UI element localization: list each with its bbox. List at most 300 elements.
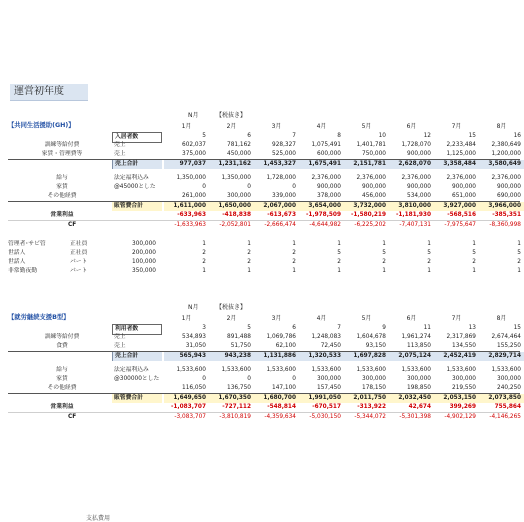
value-cell[interactable]: 1 <box>337 241 341 247</box>
section-header <box>8 300 520 324</box>
month-label: 2月 <box>226 315 237 322</box>
row-values <box>164 324 524 333</box>
value-cell[interactable]: 72,450 <box>320 343 341 349</box>
value-cell[interactable]: 1,697,828 <box>353 353 386 359</box>
value-cell[interactable]: 900,000 <box>452 184 476 190</box>
month-label: 1月 <box>181 123 192 130</box>
value-cell[interactable]: 2,829,714 <box>488 353 521 359</box>
value-cell[interactable]: 134,550 <box>452 343 476 349</box>
value-cell[interactable]: -5,301,398 <box>399 414 431 420</box>
table-row <box>8 375 520 384</box>
row-values <box>164 352 524 361</box>
value-cell[interactable]: 1 <box>292 268 296 274</box>
value-cell[interactable]: 2,053,150 <box>443 395 476 401</box>
row-values <box>164 192 524 201</box>
row-values <box>164 160 524 169</box>
month-label: 4月 <box>316 315 327 322</box>
row-sub-label: 売上 <box>114 343 126 349</box>
value-cell[interactable]: 3,732,000 <box>353 203 386 209</box>
table-row <box>8 183 520 192</box>
value-cell[interactable]: -3,083,707 <box>174 414 206 420</box>
value-cell[interactable]: 7 <box>337 325 341 331</box>
value-cell[interactable]: 1,533,600 <box>356 367 386 373</box>
value-cell[interactable]: 1 <box>247 241 251 247</box>
value-cell[interactable]: 339,000 <box>272 193 296 199</box>
value-cell[interactable]: 2,075,124 <box>398 353 431 359</box>
value-cell[interactable]: 375,000 <box>182 151 206 157</box>
value-cell[interactable]: -1,978,509 <box>305 212 341 218</box>
row-label: 訓練等給付費 <box>44 334 80 340</box>
month-label: 8月 <box>496 123 507 130</box>
value-cell[interactable]: 1,533,600 <box>311 367 341 373</box>
value-cell[interactable]: 1,533,600 <box>266 367 296 373</box>
value-cell[interactable]: 1 <box>472 241 476 247</box>
value-cell[interactable]: -727,112 <box>222 404 251 410</box>
row-values <box>164 202 524 211</box>
value-cell[interactable]: -3,810,819 <box>219 414 251 420</box>
staff-role: 正社員 <box>70 250 88 256</box>
row-label: 家賃 <box>56 376 68 382</box>
b-type-section <box>8 300 520 422</box>
value-cell[interactable]: -1,083,707 <box>170 404 206 410</box>
value-cell[interactable]: 0 <box>292 376 296 382</box>
value-cell[interactable]: 10 <box>378 133 386 139</box>
value-cell[interactable]: 2 <box>292 250 296 256</box>
value-cell[interactable]: -4,644,982 <box>309 222 341 228</box>
value-cell[interactable]: 2,067,000 <box>263 203 296 209</box>
value-cell[interactable]: -313,922 <box>357 404 386 410</box>
row-sub-label: 法定福利込み <box>114 367 149 373</box>
value-cell[interactable]: 1 <box>382 268 386 274</box>
table-row <box>8 413 520 422</box>
value-cell[interactable]: 3,810,000 <box>398 203 431 209</box>
value-cell[interactable]: 2 <box>202 259 206 265</box>
month-label: 3月 <box>271 315 282 322</box>
value-cell[interactable]: 147,100 <box>272 385 296 391</box>
value-cell[interactable]: -7,407,131 <box>399 222 431 228</box>
value-cell[interactable]: 5 <box>382 250 386 256</box>
value-cell[interactable]: 13 <box>468 325 476 331</box>
value-cell[interactable]: 977,037 <box>179 161 206 167</box>
value-cell[interactable]: 11 <box>423 325 431 331</box>
value-cell[interactable]: 1,069,786 <box>266 334 296 340</box>
value-cell[interactable]: 8 <box>337 133 341 139</box>
row-values <box>164 221 524 230</box>
value-cell[interactable]: -5,030,150 <box>309 414 341 420</box>
table-row <box>8 160 520 169</box>
section-header <box>8 108 520 132</box>
value-cell[interactable]: 900,000 <box>497 184 521 190</box>
month-header: N月 <box>188 304 199 311</box>
value-cell[interactable]: 602,037 <box>182 142 206 148</box>
month-label: 1月 <box>181 315 192 322</box>
value-cell[interactable]: 534,000 <box>407 193 431 199</box>
value-cell[interactable]: 2 <box>472 259 476 265</box>
row-values <box>164 413 524 422</box>
table-row <box>8 352 520 361</box>
value-cell[interactable]: -1,580,219 <box>350 212 386 218</box>
value-cell[interactable]: 0 <box>202 376 206 382</box>
row-values <box>164 150 524 159</box>
value-cell[interactable]: 113,850 <box>407 343 431 349</box>
value-cell[interactable]: 0 <box>202 184 206 190</box>
month-label: 3月 <box>271 123 282 130</box>
staff-name: 非常勤夜勤 <box>8 268 37 274</box>
row-label: 訓練等給付費 <box>44 142 80 148</box>
staff-role: パート <box>70 268 88 274</box>
value-cell[interactable]: 2 <box>202 250 206 256</box>
section-title: 【共同生活援助(GH)】 <box>8 122 75 129</box>
value-cell[interactable]: 198,850 <box>407 385 431 391</box>
value-cell[interactable]: 5 <box>202 133 206 139</box>
value-cell[interactable]: 300,000 <box>227 193 251 199</box>
table-row <box>8 132 520 141</box>
value-cell[interactable]: 5 <box>472 250 476 256</box>
value-cell[interactable]: -385,351 <box>492 212 521 218</box>
row-sub-label: @45000とした <box>114 184 156 190</box>
value-cell[interactable]: -2,052,801 <box>219 222 251 228</box>
row-values <box>164 211 524 220</box>
value-cell[interactable]: 1,075,491 <box>311 142 341 148</box>
footer-text: 支払費用 <box>86 515 111 522</box>
row-label: 給与 <box>56 367 68 373</box>
value-cell[interactable]: 943,238 <box>224 353 251 359</box>
value-cell[interactable]: 2 <box>337 259 341 265</box>
value-cell[interactable]: 300,000 <box>317 376 341 382</box>
value-cell[interactable]: 1,248,083 <box>311 334 341 340</box>
row-sub-label: @300000とした <box>114 376 160 382</box>
value-cell[interactable]: 1,453,327 <box>263 161 296 167</box>
value-cell[interactable]: 0 <box>247 184 251 190</box>
value-cell[interactable]: 3 <box>202 325 206 331</box>
value-cell[interactable]: 93,150 <box>365 343 386 349</box>
row-label: その他経費 <box>47 385 77 391</box>
value-cell[interactable]: 1 <box>517 268 521 274</box>
value-cell[interactable]: 136,750 <box>227 385 251 391</box>
table-row <box>8 221 520 230</box>
staff-salary: 350,000 <box>132 268 156 274</box>
table-row <box>8 366 520 375</box>
value-cell[interactable]: 456,000 <box>362 193 386 199</box>
month-label: 5月 <box>361 123 372 130</box>
value-cell[interactable]: -670,517 <box>312 404 341 410</box>
value-cell[interactable]: 1,649,650 <box>173 395 206 401</box>
value-cell[interactable]: 651,000 <box>452 193 476 199</box>
row-values <box>164 394 524 403</box>
staff-row <box>8 249 520 258</box>
table-row <box>8 394 520 403</box>
value-cell[interactable]: 3,358,484 <box>443 161 476 167</box>
value-cell[interactable]: 6 <box>292 325 296 331</box>
value-cell[interactable]: 1 <box>337 268 341 274</box>
row-values <box>164 384 524 393</box>
value-cell[interactable]: 1,320,533 <box>308 353 341 359</box>
value-cell[interactable]: 15 <box>513 325 521 331</box>
value-cell[interactable]: 5 <box>427 250 431 256</box>
row-sub-label: 売上 <box>114 151 126 157</box>
value-cell[interactable]: 450,000 <box>227 151 251 157</box>
value-cell[interactable]: 1,728,070 <box>401 142 431 148</box>
value-cell[interactable]: 2,032,450 <box>398 395 431 401</box>
value-cell[interactable]: 781,162 <box>227 142 251 148</box>
month-header: N月 <box>188 112 199 119</box>
value-cell[interactable]: 928,327 <box>272 142 296 148</box>
value-cell[interactable]: 2 <box>427 259 431 265</box>
staff-counts <box>164 258 524 267</box>
gh-section <box>8 108 520 276</box>
value-cell[interactable]: 1 <box>202 241 206 247</box>
value-cell[interactable]: -613,673 <box>267 212 296 218</box>
value-cell[interactable]: 534,893 <box>182 334 206 340</box>
row-values <box>164 403 524 412</box>
tax-note: 【税抜き】 <box>216 304 247 311</box>
row-values <box>164 375 524 384</box>
value-cell[interactable]: -633,963 <box>177 212 206 218</box>
month-labels <box>164 121 524 130</box>
value-cell[interactable]: 399,269 <box>449 404 476 410</box>
value-cell[interactable]: 1 <box>382 241 386 247</box>
value-cell[interactable]: 300,000 <box>407 376 431 382</box>
value-cell[interactable]: 2,233,484 <box>446 142 476 148</box>
value-cell[interactable]: 16 <box>513 133 521 139</box>
value-cell[interactable]: 7 <box>292 133 296 139</box>
value-cell[interactable]: 1,675,491 <box>308 161 341 167</box>
section-title: 【就労継続支援B型】 <box>8 314 70 321</box>
value-cell[interactable]: 2 <box>247 250 251 256</box>
row-sub-label: 利用者数 <box>112 324 162 335</box>
value-cell[interactable]: 116,050 <box>182 385 206 391</box>
row-label: 食費 <box>56 343 68 349</box>
value-cell[interactable]: 1,533,600 <box>401 367 431 373</box>
row-label: 営業利益 <box>50 404 74 410</box>
value-cell[interactable]: 1,350,000 <box>176 175 206 181</box>
value-cell[interactable]: 31,050 <box>185 343 206 349</box>
value-cell[interactable]: 900,000 <box>407 184 431 190</box>
row-values <box>164 141 524 150</box>
value-cell[interactable]: 1,961,274 <box>401 334 431 340</box>
staff-name: 世話人 <box>8 250 26 256</box>
value-cell[interactable]: 1,131,886 <box>263 353 296 359</box>
row-label: CF <box>68 222 77 228</box>
value-cell[interactable]: 62,100 <box>275 343 296 349</box>
value-cell[interactable]: 565,943 <box>179 353 206 359</box>
row-sub-label: 入居者数 <box>112 132 162 143</box>
staff-salary: 100,000 <box>132 259 156 265</box>
value-cell[interactable]: 755,864 <box>494 404 521 410</box>
value-cell[interactable]: 12 <box>423 133 431 139</box>
value-cell[interactable]: 900,000 <box>317 184 341 190</box>
value-cell[interactable]: 750,000 <box>362 151 386 157</box>
value-cell[interactable]: 2 <box>292 259 296 265</box>
table-row <box>8 150 520 160</box>
staff-name: 管理者･サビ管 <box>8 241 46 247</box>
value-cell[interactable]: -548,814 <box>267 404 296 410</box>
value-cell[interactable]: 5 <box>247 325 251 331</box>
month-label: 2月 <box>226 123 237 130</box>
value-cell[interactable]: 900,000 <box>362 184 386 190</box>
tax-note: 【税抜き】 <box>216 112 247 119</box>
value-cell[interactable]: -4,146,265 <box>489 414 521 420</box>
value-cell[interactable]: 1,680,700 <box>263 395 296 401</box>
staff-row <box>8 258 520 267</box>
row-label: 営業利益 <box>50 212 74 218</box>
table-row <box>8 384 520 394</box>
value-cell[interactable]: 2,380,649 <box>491 142 521 148</box>
row-label: 家賃・管理費等 <box>41 151 83 157</box>
value-cell[interactable]: -1,181,930 <box>395 212 431 218</box>
staff-role: パート <box>70 259 88 265</box>
staff-name: 世話人 <box>8 259 26 265</box>
value-cell[interactable]: 2,151,781 <box>353 161 386 167</box>
value-cell[interactable]: 2,628,070 <box>398 161 431 167</box>
month-label: 5月 <box>361 315 372 322</box>
value-cell[interactable]: 3,966,000 <box>488 203 521 209</box>
value-cell[interactable]: -568,516 <box>447 212 476 218</box>
row-label: 家賃 <box>56 184 68 190</box>
value-cell[interactable]: 1,533,600 <box>176 367 206 373</box>
value-cell[interactable]: 378,000 <box>317 193 341 199</box>
value-cell[interactable]: 1,533,600 <box>491 367 521 373</box>
value-cell[interactable]: 2,376,000 <box>311 175 341 181</box>
value-cell[interactable]: 155,250 <box>497 343 521 349</box>
value-cell[interactable]: 2,674,464 <box>491 334 521 340</box>
row-sub-label: 売上合計 <box>112 160 162 169</box>
staff-counts <box>164 267 524 276</box>
value-cell[interactable]: 2,376,000 <box>401 175 431 181</box>
value-cell[interactable]: -6,225,202 <box>354 222 386 228</box>
value-cell[interactable]: -418,838 <box>222 212 251 218</box>
value-cell[interactable]: 3,580,649 <box>488 161 521 167</box>
value-cell[interactable]: 5 <box>337 250 341 256</box>
value-cell[interactable]: 2,376,000 <box>491 175 521 181</box>
value-cell[interactable]: 2,317,869 <box>446 334 476 340</box>
row-label: CF <box>68 414 77 420</box>
value-cell[interactable]: 2,011,750 <box>353 395 386 401</box>
row-sub-label: 売上 <box>114 334 126 340</box>
value-cell[interactable]: 1,200,000 <box>491 151 521 157</box>
month-label: 7月 <box>451 315 462 322</box>
value-cell[interactable]: 600,000 <box>317 151 341 157</box>
table-row <box>8 141 520 150</box>
value-cell[interactable]: 1,728,000 <box>266 175 296 181</box>
month-label: 6月 <box>406 315 417 322</box>
value-cell[interactable]: 300,000 <box>452 376 476 382</box>
value-cell[interactable]: -8,360,998 <box>489 222 521 228</box>
value-cell[interactable]: 900,000 <box>407 151 431 157</box>
value-cell[interactable]: 2 <box>517 259 521 265</box>
value-cell[interactable]: 178,150 <box>362 385 386 391</box>
value-cell[interactable]: 1,670,350 <box>218 395 251 401</box>
value-cell[interactable]: 1,125,000 <box>446 151 476 157</box>
table-row <box>8 324 520 333</box>
value-cell[interactable]: 1 <box>427 268 431 274</box>
row-values <box>164 333 524 342</box>
value-cell[interactable]: 1,650,000 <box>218 203 251 209</box>
value-cell[interactable]: 2 <box>247 259 251 265</box>
value-cell[interactable]: 261,000 <box>182 193 206 199</box>
staff-salary: 200,000 <box>132 250 156 256</box>
value-cell[interactable]: 3,654,000 <box>308 203 341 209</box>
value-cell[interactable]: 2,452,419 <box>443 353 476 359</box>
month-label: 6月 <box>406 123 417 130</box>
value-cell[interactable]: 51,750 <box>230 343 251 349</box>
staff-row <box>8 267 520 276</box>
table-row <box>8 403 520 412</box>
value-cell[interactable]: 240,250 <box>497 385 521 391</box>
value-cell[interactable]: 0 <box>247 376 251 382</box>
value-cell[interactable]: 891,488 <box>227 334 251 340</box>
value-cell[interactable]: 1,401,781 <box>356 142 386 148</box>
month-label: 7月 <box>451 123 462 130</box>
value-cell[interactable]: 300,000 <box>497 376 521 382</box>
page-title: 運営初年度 <box>10 84 88 101</box>
value-cell[interactable]: 1 <box>517 241 521 247</box>
value-cell[interactable]: -1,633,963 <box>174 222 206 228</box>
value-cell[interactable]: -7,975,647 <box>444 222 476 228</box>
value-cell[interactable]: 3,927,000 <box>443 203 476 209</box>
row-label: 給与 <box>56 175 68 181</box>
row-sub-label: 法定福利込み <box>114 175 149 181</box>
staff-counts <box>164 240 524 249</box>
value-cell[interactable]: 1,533,600 <box>446 367 476 373</box>
table-row <box>8 192 520 202</box>
row-sub-label: 売上 <box>114 142 126 148</box>
month-label: 4月 <box>316 123 327 130</box>
month-label: 8月 <box>496 315 507 322</box>
value-cell[interactable]: 1 <box>292 241 296 247</box>
value-cell[interactable]: 0 <box>292 184 296 190</box>
value-cell[interactable]: 157,450 <box>317 385 341 391</box>
value-cell[interactable]: 1 <box>247 268 251 274</box>
value-cell[interactable]: 42,674 <box>408 404 431 410</box>
staff-counts <box>164 249 524 258</box>
table-row <box>8 342 520 352</box>
value-cell[interactable]: 219,550 <box>452 385 476 391</box>
row-values <box>164 132 524 141</box>
value-cell[interactable]: 2,073,850 <box>488 395 521 401</box>
value-cell[interactable]: 15 <box>468 133 476 139</box>
value-cell[interactable]: 9 <box>382 325 386 331</box>
value-cell[interactable]: 1,604,678 <box>356 334 386 340</box>
value-cell[interactable]: 1,533,600 <box>221 367 251 373</box>
value-cell[interactable]: -2,666,474 <box>264 222 296 228</box>
table-row <box>8 333 520 342</box>
staff-row <box>8 240 520 249</box>
value-cell[interactable]: 1,231,162 <box>218 161 251 167</box>
value-cell[interactable]: 1,350,000 <box>221 175 251 181</box>
value-cell[interactable]: 1,611,000 <box>173 203 206 209</box>
value-cell[interactable]: -4,359,634 <box>264 414 296 420</box>
staff-role: 正社員 <box>70 241 88 247</box>
value-cell[interactable]: 1 <box>202 268 206 274</box>
value-cell[interactable]: 690,000 <box>497 193 521 199</box>
value-cell[interactable]: 1 <box>472 268 476 274</box>
value-cell[interactable]: 2,376,000 <box>446 175 476 181</box>
value-cell[interactable]: 2 <box>382 259 386 265</box>
value-cell[interactable]: 300,000 <box>362 376 386 382</box>
month-labels <box>164 313 524 322</box>
row-values <box>164 366 524 375</box>
value-cell[interactable]: 6 <box>247 133 251 139</box>
value-cell[interactable]: 5 <box>517 250 521 256</box>
value-cell[interactable]: -5,344,072 <box>354 414 386 420</box>
value-cell[interactable]: 1 <box>427 241 431 247</box>
table-row <box>8 202 520 211</box>
value-cell[interactable]: 2,376,000 <box>356 175 386 181</box>
value-cell[interactable]: -4,902,129 <box>444 414 476 420</box>
value-cell[interactable]: 1,991,050 <box>308 395 341 401</box>
value-cell[interactable]: 525,000 <box>272 151 296 157</box>
